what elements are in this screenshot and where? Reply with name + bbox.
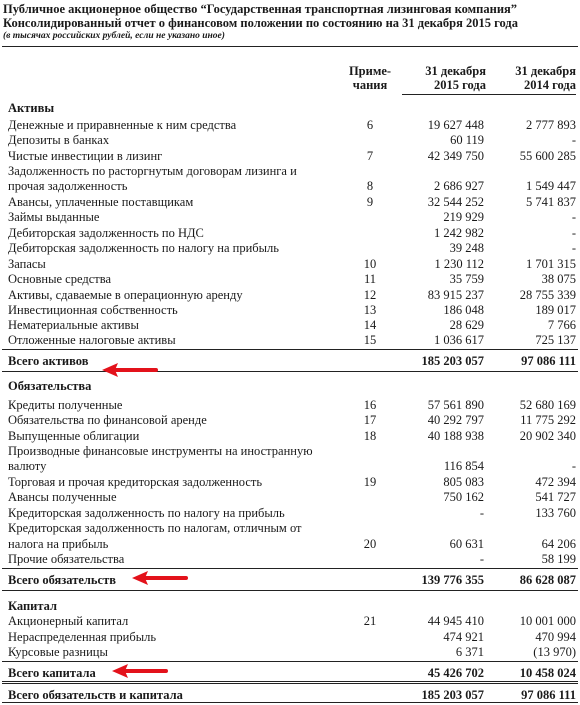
value-2015: 474 921	[443, 630, 484, 644]
row-note: 7	[366, 149, 374, 163]
value-2014: -	[571, 210, 576, 224]
column-header-note-line: Приме-	[348, 64, 392, 78]
row-note: 17	[363, 413, 377, 427]
row-label: Авансы, уплаченные поставщикам	[8, 195, 194, 209]
row-label: валюту	[8, 459, 47, 473]
value-2015: -	[479, 552, 484, 566]
value-2014: 5 741 837	[526, 195, 576, 209]
row-label: Дебиторская задолженность по НДС	[8, 226, 204, 240]
column-header-note-line: чания	[352, 78, 388, 92]
value-2014: 55 600 285	[519, 149, 576, 163]
value-2015: 186 048	[443, 303, 484, 317]
row-label: Выпущенные облигации	[8, 429, 140, 443]
value-2014: 38 075	[541, 272, 576, 286]
value-2015: 1 230 112	[434, 257, 484, 271]
row-label: Всего капитала	[8, 666, 96, 680]
row-label: налога на прибыль	[8, 537, 109, 551]
row-label: Акционерный капитал	[8, 614, 129, 628]
value-2014: 64 206	[541, 537, 576, 551]
value-2015: 40 188 938	[427, 429, 484, 443]
row-note: 9	[366, 195, 374, 209]
total-bottom-rule	[2, 371, 578, 372]
column-header-2015-line: 2015 года	[434, 78, 486, 92]
value-2014: 133 760	[535, 506, 576, 520]
value-2014: 52 680 169	[519, 398, 576, 412]
row-note: 6	[366, 118, 374, 132]
row-label: Активы, сдаваемые в операционную аренду	[8, 288, 243, 302]
row-label: Задолженность по расторгнутым договорам лизинга и	[8, 164, 297, 178]
row-label: Отложенные налоговые активы	[8, 333, 176, 347]
total-bottom-rule	[2, 702, 578, 703]
value-2014: 97 086 111	[521, 354, 576, 368]
value-2014: 472 394	[535, 475, 576, 489]
total-top-rule	[2, 661, 578, 662]
value-2014: 11 775 292	[520, 413, 576, 427]
value-2014: 58 199	[541, 552, 576, 566]
value-2014: -	[571, 241, 576, 255]
row-note: 14	[363, 318, 377, 332]
value-2015: 805 083	[443, 475, 484, 489]
report-title: Консолидированный отчет о финансовом положении по состоянию на 31 декабря 2015 года	[3, 16, 518, 30]
row-label: Кредиты полученные	[8, 398, 123, 412]
row-label: Инвестиционная собственность	[8, 303, 178, 317]
value-2014: 1 701 315	[526, 257, 576, 271]
value-2014: 86 628 087	[519, 573, 576, 587]
column-header-note	[340, 64, 400, 92]
value-2014: -	[571, 459, 576, 473]
column-header-2014-line: 31 декабря	[515, 64, 576, 78]
row-label: Торговая и прочая кредиторская задолженность	[8, 475, 263, 489]
row-label: Всего обязательств и капитала	[8, 688, 183, 702]
value-2015: 32 544 252	[427, 195, 484, 209]
column-header-2014	[490, 64, 576, 92]
value-2015: 139 776 355	[421, 573, 484, 587]
value-2014: 97 086 111	[521, 688, 576, 702]
value-2015: 60 119	[450, 133, 484, 147]
row-note: 11	[363, 272, 377, 286]
row-label: Нераспределенная прибыль	[8, 630, 157, 644]
column-header-underline	[402, 94, 576, 95]
value-2015: 39 248	[449, 241, 484, 255]
row-label: Обязательства по финансовой аренде	[8, 413, 207, 427]
row-note: 13	[363, 303, 377, 317]
value-2015: 57 561 890	[427, 398, 484, 412]
red-arrow-icon	[100, 362, 160, 378]
total-top-rule	[2, 349, 578, 350]
total-bottom-rule	[2, 590, 578, 591]
value-2015: 83 915 237	[427, 288, 484, 302]
row-note: 18	[363, 429, 377, 443]
red-arrow-icon	[130, 570, 190, 586]
value-2014: 2 777 893	[526, 118, 576, 132]
value-2014: 10 001 000	[519, 614, 576, 628]
value-2014: 28 755 339	[519, 288, 576, 302]
value-2014: 10 458 024	[519, 666, 576, 680]
value-2014: -	[571, 226, 576, 240]
value-2014: 470 994	[535, 630, 576, 644]
row-note: 20	[363, 537, 377, 551]
company-name: Публичное акционерное общество “Государственная транспортная лизинговая компания”	[3, 2, 518, 16]
value-2015: 45 426 702	[427, 666, 484, 680]
value-2015: 1 036 617	[434, 333, 484, 347]
total-bottom-rule	[2, 681, 578, 682]
value-2015: 19 627 448	[427, 118, 484, 132]
red-arrow-icon	[110, 663, 170, 679]
column-header-2014-line: 2014 года	[524, 78, 576, 92]
row-label: Чистые инвестиции в лизинг	[8, 149, 163, 163]
column-header-2015-line: 31 декабря	[425, 64, 486, 78]
row-note: 12	[363, 288, 377, 302]
row-label: Денежные и приравненные к ним средства	[8, 118, 237, 132]
row-label: Нематериальные активы	[8, 318, 139, 332]
value-2014: 1 549 447	[526, 179, 576, 193]
row-label: Кредиторская задолженность по налогу на прибыль	[8, 506, 285, 520]
row-label: прочая задолженность	[8, 179, 128, 193]
value-2015: 1 242 982	[434, 226, 484, 240]
value-2015: 35 759	[449, 272, 484, 286]
value-2015: 6 371	[455, 645, 484, 659]
row-label: Курсовые разницы	[8, 645, 108, 659]
row-label: Всего обязательств	[8, 573, 116, 587]
row-note: 21	[363, 614, 377, 628]
total-top-rule	[2, 568, 578, 569]
row-label: Капитал	[8, 599, 58, 613]
total-top-rule	[2, 683, 578, 684]
value-2014: -	[571, 133, 576, 147]
row-label: Займы выданные	[8, 210, 100, 224]
value-2015: 44 945 410	[427, 614, 484, 628]
value-2015: 42 349 750	[427, 149, 484, 163]
row-label: Кредиторская задолженность по налогам, отличным от	[8, 521, 302, 535]
row-note: 8	[366, 179, 374, 193]
units-note: (в тысячах российских рублей, если не указано иное)	[3, 31, 225, 41]
value-2015: 219 929	[443, 210, 484, 224]
header-divider	[2, 46, 578, 47]
value-2015: 28 629	[449, 318, 484, 332]
row-label: Основные средства	[8, 272, 112, 286]
row-label: Обязательства	[8, 379, 92, 393]
row-label: Авансы полученные	[8, 490, 117, 504]
value-2015: 116 854	[443, 459, 484, 473]
row-note: 19	[363, 475, 377, 489]
value-2014: (13 970)	[533, 645, 576, 659]
value-2014: 20 902 340	[519, 429, 576, 443]
value-2014: 725 137	[535, 333, 576, 347]
value-2014: 7 766	[547, 318, 576, 332]
value-2015: 60 631	[449, 537, 484, 551]
row-label: Активы	[8, 101, 55, 115]
row-label: Депозиты в банках	[8, 133, 110, 147]
value-2015: 40 292 797	[427, 413, 484, 427]
value-2015: 185 203 057	[421, 354, 484, 368]
row-label: Всего активов	[8, 354, 89, 368]
row-note: 16	[363, 398, 377, 412]
row-label: Запасы	[8, 257, 46, 271]
value-2015: 2 686 927	[434, 179, 484, 193]
row-label: Прочие обязательства	[8, 552, 125, 566]
value-2015: -	[479, 506, 484, 520]
row-note: 10	[363, 257, 377, 271]
value-2014: 189 017	[535, 303, 576, 317]
row-note: 15	[363, 333, 377, 347]
row-label: Производные финансовые инструменты на иностранную	[8, 444, 313, 458]
report-header	[3, 2, 577, 42]
value-2015: 185 203 057	[421, 688, 484, 702]
column-header-2015	[402, 64, 486, 92]
row-label: Дебиторская задолженность по налогу на прибыль	[8, 241, 279, 255]
value-2014: 541 727	[535, 490, 576, 504]
value-2015: 750 162	[443, 490, 484, 504]
